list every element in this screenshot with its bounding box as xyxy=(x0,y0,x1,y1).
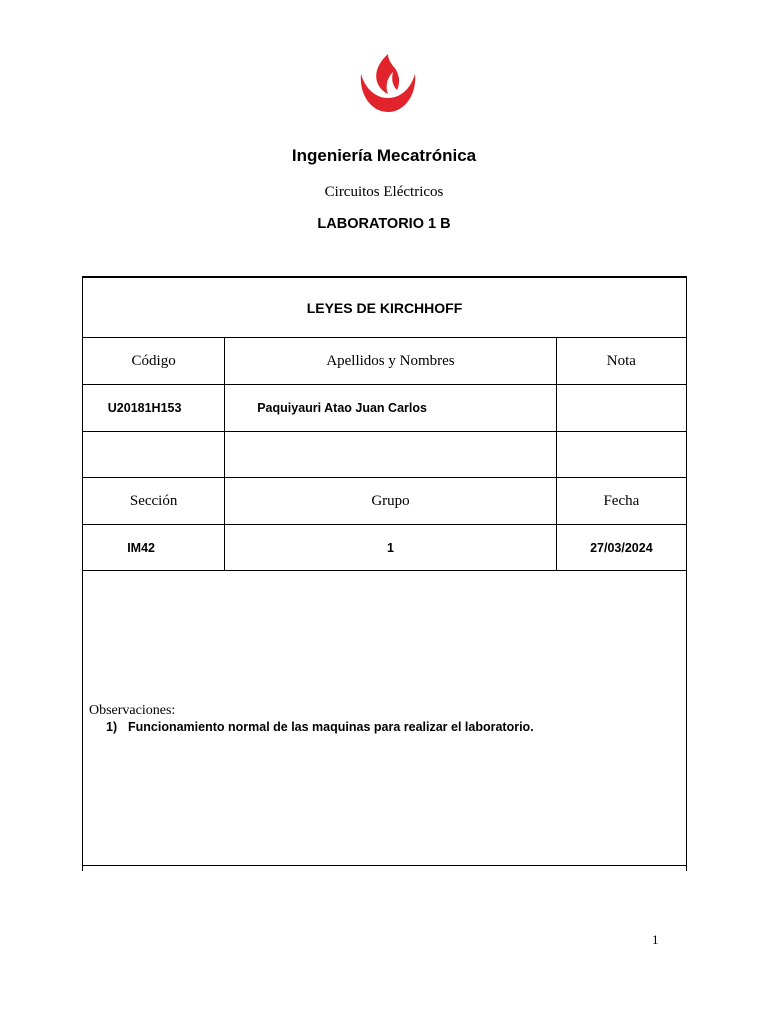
lab-title: LABORATORIO 1 B xyxy=(317,216,451,232)
header-date: Fecha xyxy=(556,478,686,525)
student-name: Paquiyauri Atao Juan Carlos xyxy=(225,385,557,432)
page-number: 1 xyxy=(652,932,659,947)
student-grade xyxy=(556,432,686,478)
header-names: Apellidos y Nombres xyxy=(225,338,557,385)
border-tick xyxy=(82,865,83,871)
observations-cell xyxy=(83,571,687,866)
table-bottom-border xyxy=(82,865,687,866)
border-tick xyxy=(686,865,687,871)
observation-number: 1) xyxy=(106,719,118,734)
course-name: Circuitos Eléctricos xyxy=(324,184,444,200)
upc-flame-logo-icon xyxy=(357,52,419,116)
list-item xyxy=(106,719,686,735)
table-row xyxy=(83,432,687,478)
header-group: Grupo xyxy=(225,478,557,525)
experiment-title: LEYES DE KIRCHHOFF xyxy=(83,277,687,338)
group-value: 1 xyxy=(225,525,557,571)
observations-label: Observaciones: xyxy=(89,702,176,718)
table-row xyxy=(83,385,687,432)
date-value: 27/03/2024 xyxy=(556,525,686,571)
student-code xyxy=(83,432,225,478)
student-name xyxy=(225,432,557,478)
student-grade xyxy=(556,385,686,432)
program-title: Ingeniería Mecatrónica xyxy=(291,146,477,165)
header-section: Sección xyxy=(83,478,225,525)
header-code: Código xyxy=(83,338,225,385)
section-value: IM42 xyxy=(83,525,225,571)
observations-list xyxy=(106,719,686,735)
observation-text: Funcionamiento normal de las maquinas para realizar el laboratorio. xyxy=(128,719,534,734)
lab-cover-table xyxy=(82,276,687,866)
header-grade: Nota xyxy=(556,338,686,385)
student-code: U20181H153 xyxy=(83,385,225,432)
